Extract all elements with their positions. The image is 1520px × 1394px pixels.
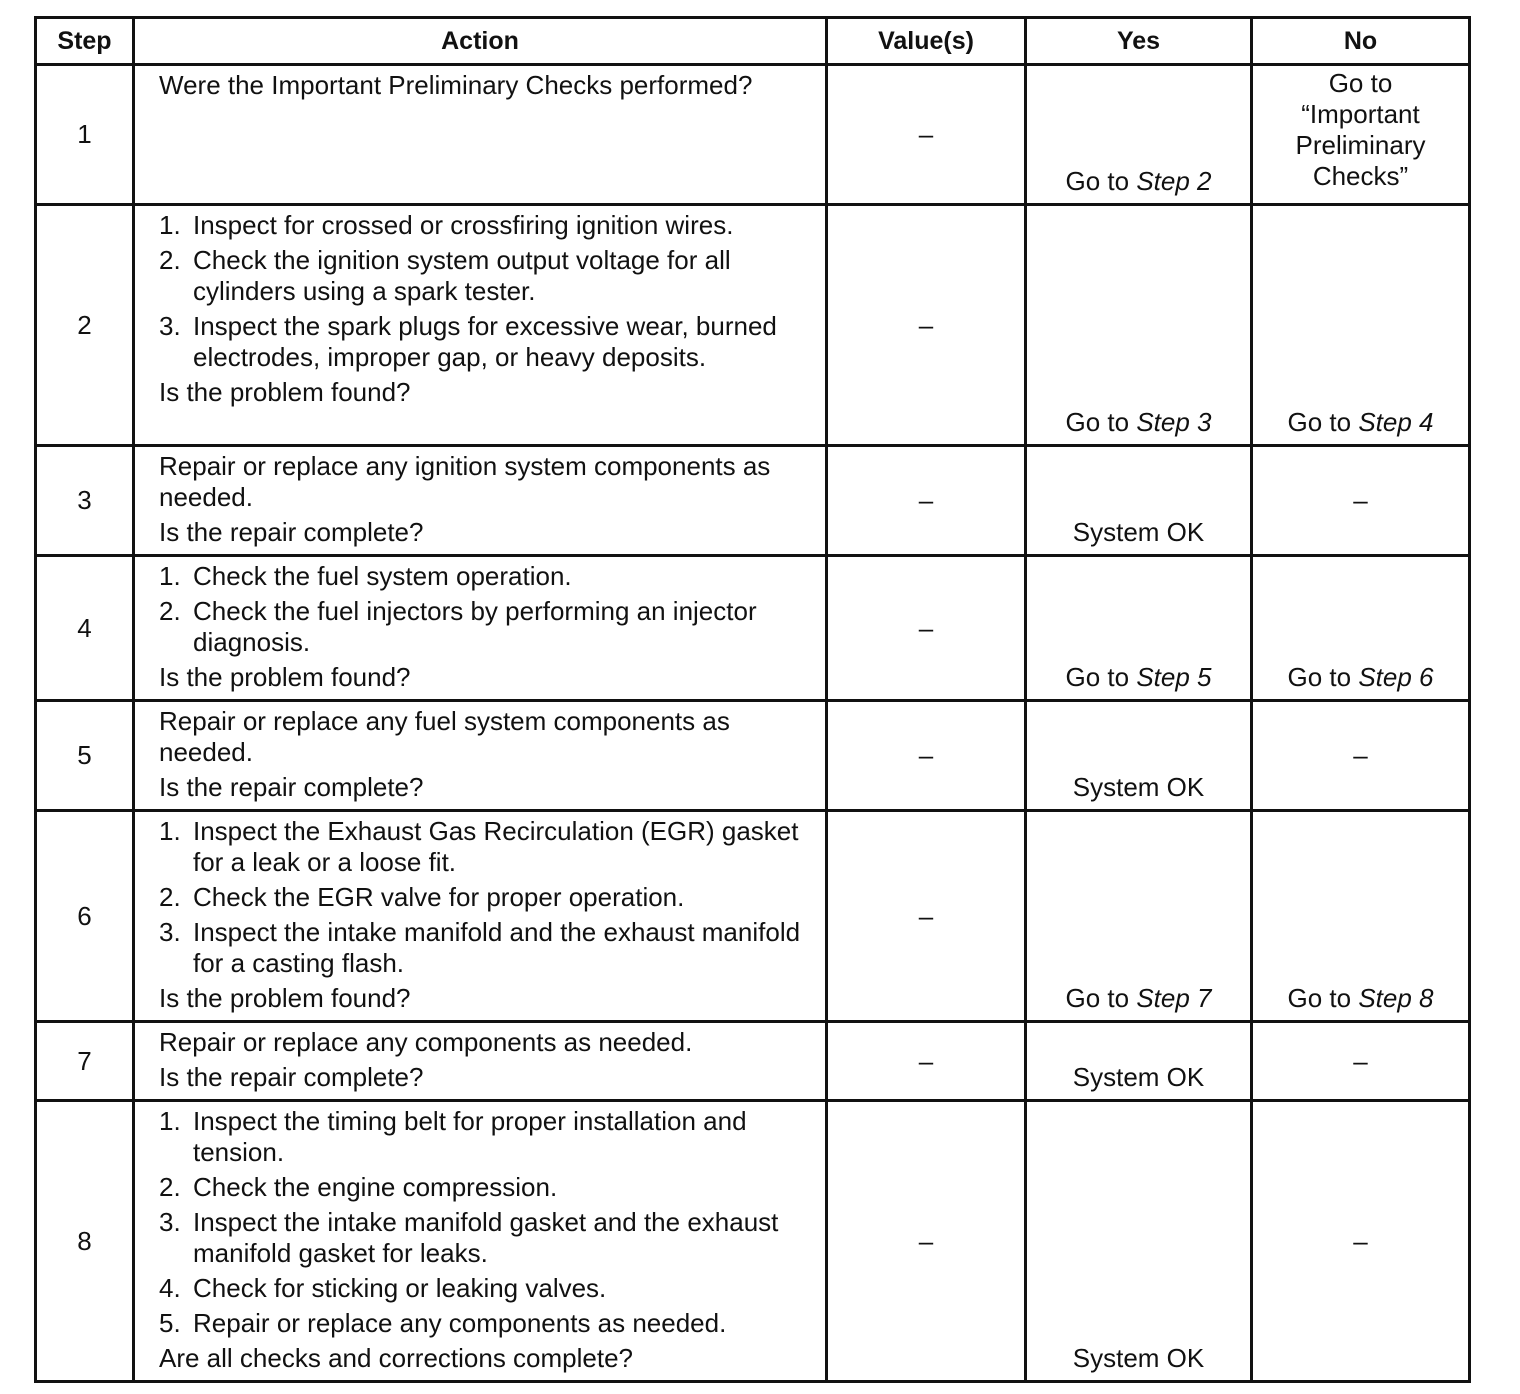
- action-question: Are all checks and corrections complete?: [159, 1343, 634, 1373]
- action-cell: [134, 701, 827, 811]
- action-item: [159, 917, 817, 979]
- table-row: [36, 65, 1470, 205]
- header-yes: Yes: [1026, 18, 1252, 65]
- action-cell: [134, 1022, 827, 1101]
- item-number: 3.: [159, 311, 181, 341]
- item-number: 3.: [159, 917, 181, 947]
- action-item: [159, 1172, 817, 1203]
- item-text: Check the fuel system operation.: [193, 561, 572, 591]
- item-number: 2.: [159, 245, 181, 275]
- no-line[interactable]: Preliminary: [1295, 130, 1426, 160]
- item-number: 1.: [159, 210, 181, 240]
- no-step-link[interactable]: Step 8: [1358, 983, 1434, 1013]
- value-cell: –: [827, 1022, 1026, 1101]
- value-cell: –: [827, 205, 1026, 446]
- table-row: [36, 1022, 1470, 1101]
- action-cell: [134, 65, 827, 205]
- yes-cell: [1026, 556, 1252, 701]
- action-item: [159, 1273, 817, 1304]
- step-number: 7: [36, 1022, 134, 1101]
- yes-prefix: Go to: [1065, 166, 1137, 196]
- item-number: 1.: [159, 1106, 181, 1136]
- header-action: Action: [134, 18, 827, 65]
- yes-step-link[interactable]: Step 5: [1136, 662, 1212, 692]
- item-number: 2.: [159, 882, 181, 912]
- no-cell: –: [1252, 446, 1470, 556]
- action-list: [159, 816, 817, 979]
- yes-cell: System OK: [1026, 701, 1252, 811]
- yes-cell: System OK: [1026, 1022, 1252, 1101]
- action-text: Repair or replace any fuel system components as needed.: [159, 706, 730, 767]
- yes-cell: [1026, 205, 1252, 446]
- yes-cell: [1026, 65, 1252, 205]
- step-number: 3: [36, 446, 134, 556]
- action-cell: [134, 205, 827, 446]
- no-cell: [1252, 811, 1470, 1022]
- action-question: Is the problem found?: [159, 662, 411, 692]
- item-text: Check the ignition system output voltage for all cylinders using a spark tester.: [193, 245, 731, 306]
- item-text: Inspect the spark plugs for excessive wear, burned electrodes, improper gap, or heavy deposits.: [193, 311, 777, 372]
- yes-prefix: Go to: [1065, 662, 1137, 692]
- item-text: Inspect for crossed or crossfiring ignition wires.: [193, 210, 734, 240]
- action-question: Is the repair complete?: [159, 1062, 424, 1092]
- item-text: Check the EGR valve for proper operation.: [193, 882, 685, 912]
- header-step: Step: [36, 18, 134, 65]
- no-prefix: Go to: [1287, 662, 1359, 692]
- table-row: [36, 556, 1470, 701]
- value-cell: –: [827, 701, 1026, 811]
- item-number: 3.: [159, 1207, 181, 1237]
- item-text: Check for sticking or leaking valves.: [193, 1273, 607, 1303]
- action-item: [159, 882, 817, 913]
- no-prefix: Go to: [1287, 407, 1359, 437]
- step-number: 6: [36, 811, 134, 1022]
- value-cell: –: [827, 65, 1026, 205]
- table-row: [36, 205, 1470, 446]
- item-number: 2.: [159, 596, 181, 626]
- item-text: Inspect the Exhaust Gas Recirculation (EGR) gasket for a leak or a loose fit.: [193, 816, 799, 877]
- action-question: Is the repair complete?: [159, 517, 424, 547]
- table-row: [36, 1101, 1470, 1382]
- no-cell: –: [1252, 701, 1470, 811]
- no-line[interactable]: “Important: [1301, 99, 1420, 129]
- action-question: Is the problem found?: [159, 377, 411, 407]
- item-text: Check the engine compression.: [193, 1172, 558, 1202]
- no-cell: [1252, 205, 1470, 446]
- action-item: [159, 1308, 817, 1339]
- item-number: 5.: [159, 1308, 181, 1338]
- item-number: 2.: [159, 1172, 181, 1202]
- value-cell: –: [827, 811, 1026, 1022]
- action-cell: [134, 556, 827, 701]
- item-text: Inspect the intake manifold gasket and the exhaust manifold gasket for leaks.: [193, 1207, 779, 1268]
- action-cell: [134, 811, 827, 1022]
- yes-step-link[interactable]: Step 3: [1136, 407, 1212, 437]
- action-item: [159, 816, 817, 878]
- yes-cell: System OK: [1026, 446, 1252, 556]
- action-cell: [134, 1101, 827, 1382]
- item-text: Inspect the intake manifold and the exhaust manifold for a casting flash.: [193, 917, 801, 978]
- value-cell: –: [827, 556, 1026, 701]
- action-item: [159, 1207, 817, 1269]
- action-list: [159, 1106, 817, 1339]
- item-number: 1.: [159, 561, 181, 591]
- item-number: 1.: [159, 816, 181, 846]
- step-number: 2: [36, 205, 134, 446]
- yes-cell: System OK: [1026, 1101, 1252, 1382]
- action-item: [159, 311, 817, 373]
- value-cell: –: [827, 446, 1026, 556]
- no-prefix: Go to: [1287, 983, 1359, 1013]
- yes-prefix: Go to: [1065, 983, 1137, 1013]
- item-text: Repair or replace any components as needed.: [193, 1308, 727, 1338]
- item-number: 4.: [159, 1273, 181, 1303]
- yes-prefix: Go to: [1065, 407, 1137, 437]
- action-item: [159, 561, 817, 592]
- step-number: 4: [36, 556, 134, 701]
- value-cell: –: [827, 1101, 1026, 1382]
- step-number: 1: [36, 65, 134, 205]
- header-values: Value(s): [827, 18, 1026, 65]
- no-step-link[interactable]: Step 4: [1358, 407, 1434, 437]
- no-line[interactable]: Checks”: [1312, 161, 1409, 191]
- item-text: Check the fuel injectors by performing an injector diagnosis.: [193, 596, 757, 657]
- item-text: Inspect the timing belt for proper installation and tension.: [193, 1106, 747, 1167]
- action-list: [159, 561, 817, 658]
- no-step-link[interactable]: Step 6: [1358, 662, 1434, 692]
- no-cell: –: [1252, 1022, 1470, 1101]
- action-text: Repair or replace any components as needed.: [159, 1027, 693, 1057]
- action-text: Were the Important Preliminary Checks performed?: [159, 70, 753, 100]
- action-item: [159, 596, 817, 658]
- yes-cell: [1026, 811, 1252, 1022]
- header-no: No: [1252, 18, 1470, 65]
- no-cell: –: [1252, 1101, 1470, 1382]
- action-item: [159, 210, 817, 241]
- action-list: [159, 210, 817, 373]
- action-question: Is the repair complete?: [159, 772, 424, 802]
- action-item: [159, 245, 817, 307]
- action-question: Is the problem found?: [159, 983, 411, 1013]
- yes-step-link[interactable]: Step 2: [1136, 166, 1212, 196]
- header-row: [36, 18, 1470, 65]
- no-cell: [1252, 65, 1470, 205]
- step-number: 5: [36, 701, 134, 811]
- action-item: [159, 1106, 817, 1168]
- no-line: Go to: [1328, 68, 1393, 98]
- diagnostic-table: [34, 16, 1471, 1383]
- no-cell: [1252, 556, 1470, 701]
- table-row: [36, 701, 1470, 811]
- action-text: Repair or replace any ignition system components as needed.: [159, 451, 771, 512]
- action-cell: [134, 446, 827, 556]
- step-number: 8: [36, 1101, 134, 1382]
- yes-step-link[interactable]: Step 7: [1136, 983, 1212, 1013]
- table-row: [36, 811, 1470, 1022]
- table-row: [36, 446, 1470, 556]
